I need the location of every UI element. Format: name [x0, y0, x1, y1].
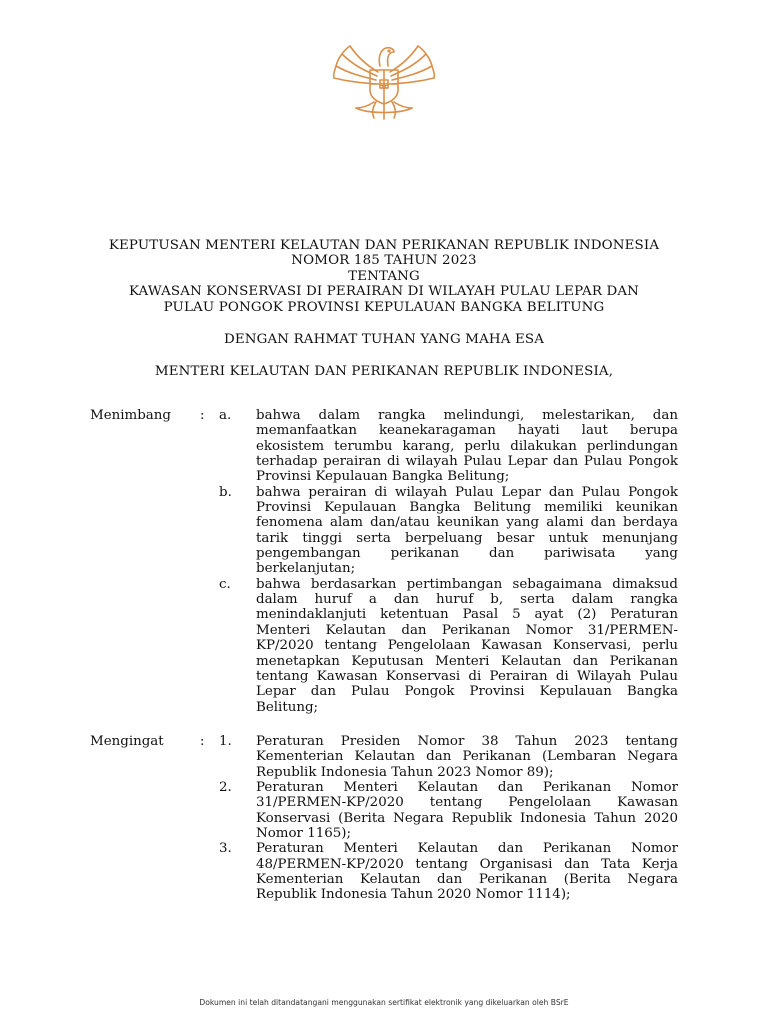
item-marker: 3. — [219, 841, 232, 857]
menimbang-item-b — [90, 485, 678, 577]
title-line-subject-1: KAWASAN KONSERVASI DI PERAIRAN DI WILAYAH PULAU LEPAR DAN — [128, 284, 640, 300]
document-title — [60, 238, 708, 315]
menimbang-colon: : — [200, 408, 205, 423]
item-text: bahwa perairan di wilayah Pulau Lepar dan Pulau Pongok Provinsi Kepulauan Bangka Belitung memiliki keunikan fenomena alam dan/atau keunikan yang alami dan berdaya tarik tinggi serta berpeluang besar untuk menunjang pengembangan perikanan dan pariwisata yang berkelanjutan; — [256, 484, 678, 577]
menimbang-item-c — [90, 577, 678, 715]
mengingat-item-2 — [90, 780, 678, 841]
menimbang-section — [90, 408, 678, 715]
item-marker: a. — [219, 408, 232, 423]
item-marker: 2. — [219, 780, 232, 796]
rahmat-line: DENGAN RAHMAT TUHAN YANG MAHA ESA — [223, 332, 545, 347]
mengingat-label: Mengingat — [90, 734, 164, 749]
item-text: bahwa dalam rangka melindungi, melestarikan, dan memanfaatkan keanekaragaman hayati laut berupa ekosistem terumbu karang, perlu dilakukan perlindungan terhadap perairan di wilayah Pulau Lepar dan Pulau Pongok Provinsi Kepulauan Bangka Belitung; — [256, 408, 678, 485]
item-marker: b. — [219, 484, 232, 500]
item-marker: 1. — [219, 734, 232, 749]
e-signature-footer: Dokumen ini telah ditandatangani menggunakan sertifikat elektronik yang dikeluarkan oleh BSrE — [199, 998, 569, 1007]
mengingat-item-1 — [90, 734, 678, 780]
title-line-keputusan: KEPUTUSAN MENTERI KELAUTAN DAN PERIKANAN REPUBLIK INDONESIA — [108, 238, 660, 253]
title-line-nomor: NOMOR 185 TAHUN 2023 — [291, 253, 477, 269]
mengingat-section — [90, 734, 678, 903]
title-line-subject-2: PULAU PONGOK PROVINSI KEPULAUAN BANGKA BELITUNG — [163, 299, 605, 315]
menteri-line: MENTERI KELAUTAN DAN PERIKANAN REPUBLIK INDONESIA, — [154, 364, 614, 379]
mengingat-item-3 — [90, 841, 678, 902]
menimbang-label: Menimbang — [90, 408, 171, 423]
title-line-tentang: TENTANG — [348, 268, 420, 284]
garuda-emblem-icon — [328, 36, 440, 120]
item-marker: c. — [219, 576, 231, 592]
item-text: Peraturan Menteri Kelautan dan Perikanan Nomor 31/PERMEN-KP/2020 tentang Pengelolaan Kawasan Konservasi (Berita Negara Republik Indonesia Tahun 2020 Nomor 1165); — [256, 780, 678, 842]
menimbang-item-a — [90, 408, 678, 485]
mengingat-colon: : — [200, 734, 205, 749]
item-text: bahwa berdasarkan pertimbangan sebagaimana dimaksud dalam huruf a dan huruf b, serta dalam rangka menindaklanjuti ketentuan Pasal 5 ayat (2) Peraturan Menteri Kelautan dan Perikanan Nomor 31/PERMEN-KP/2020 tentang Pengelolaan Kawasan Konservasi, perlu menetapkan Keputusan Menteri Kelautan dan Perikanan tentang Kawasan Konservasi di Perairan di Wilayah Pulau Lepar dan Pulau Pongok Provinsi Kepulauan Bangka Belitung; — [256, 576, 678, 715]
item-text: Peraturan Presiden Nomor 38 Tahun 2023 tentang Kementerian Kelautan dan Perikanan (Lembaran Negara Republik Indonesia Tahun 2023 Nomor 89); — [256, 734, 678, 780]
item-text: Peraturan Menteri Kelautan dan Perikanan Nomor 48/PERMEN-KP/2020 tentang Organisasi dan Tata Kerja Kementerian Kelautan dan Perikanan (Berita Negara Republik Indonesia Tahun 2020 Nomor 1114); — [256, 841, 678, 903]
